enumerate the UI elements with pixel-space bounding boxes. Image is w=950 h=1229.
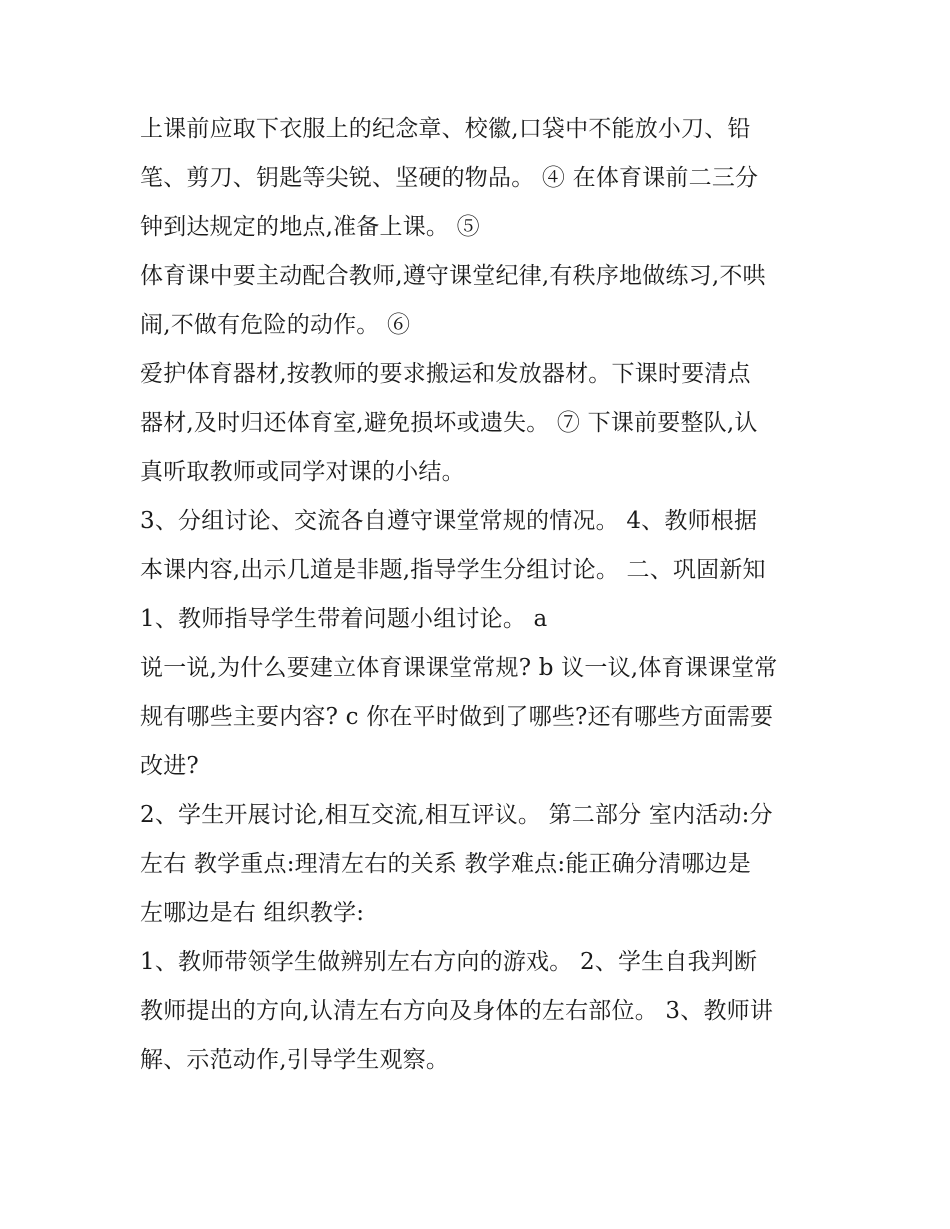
text-line: 闹,不做有危险的动作。 ⑥ <box>140 312 411 338</box>
text-line: 3、分组讨论、交流各自遵守课堂常规的情况。 4、教师根据 <box>140 508 758 534</box>
body-text <box>140 105 812 1085</box>
text-line: 上课前应取下衣服上的纪念章、校徽,口袋中不能放小刀、铅 <box>140 116 751 142</box>
text-line: 教师提出的方向,认清左右方向及身体的左右部位。 3、教师讲 <box>140 998 774 1024</box>
text-line: 解、示范动作,引导学生观察。 <box>140 1047 450 1073</box>
text-line: 规有哪些主要内容? c 你在平时做到了哪些?还有哪些方面需要 <box>140 704 774 730</box>
text-line: 笔、剪刀、钥匙等尖锐、坚硬的物品。 ④ 在体育课前二三分 <box>140 165 759 191</box>
text-line: 改进? <box>140 753 199 779</box>
text-line: 2、学生开展讨论,相互交流,相互评议。 第二部分 室内活动:分 <box>140 802 773 828</box>
text-line: 左哪边是右 组织教学: <box>140 900 365 926</box>
text-line: 1、教师指导学生带着问题小组讨论。 a <box>140 606 548 632</box>
text-line: 本课内容,出示几道是非题,指导学生分组讨论。 二、巩固新知 <box>140 557 766 583</box>
text-line: 真听取教师或同学对课的小结。 <box>140 459 465 485</box>
text-line: 说一说,为什么要建立体育课课堂常规? b 议一议,体育课课堂常 <box>140 655 778 681</box>
text-line: 1、教师带领学生做辨别左右方向的游戏。 2、学生自我判断 <box>140 949 758 975</box>
text-line: 钟到达规定的地点,准备上课。 ⑤ <box>140 214 480 240</box>
text-line: 体育课中要主动配合教师,遵守课堂纪律,有秩序地做练习,不哄 <box>140 263 766 289</box>
text-line: 左右 教学重点:理清左右的关系 教学难点:能正确分清哪边是 <box>140 851 751 877</box>
text-line: 爱护体育器材,按教师的要求搬运和发放器材。下课时要清点 <box>140 361 751 387</box>
text-line: 器材,及时归还体育室,避免损坏或遗失。 ⑦ 下课前要整队,认 <box>140 410 758 436</box>
